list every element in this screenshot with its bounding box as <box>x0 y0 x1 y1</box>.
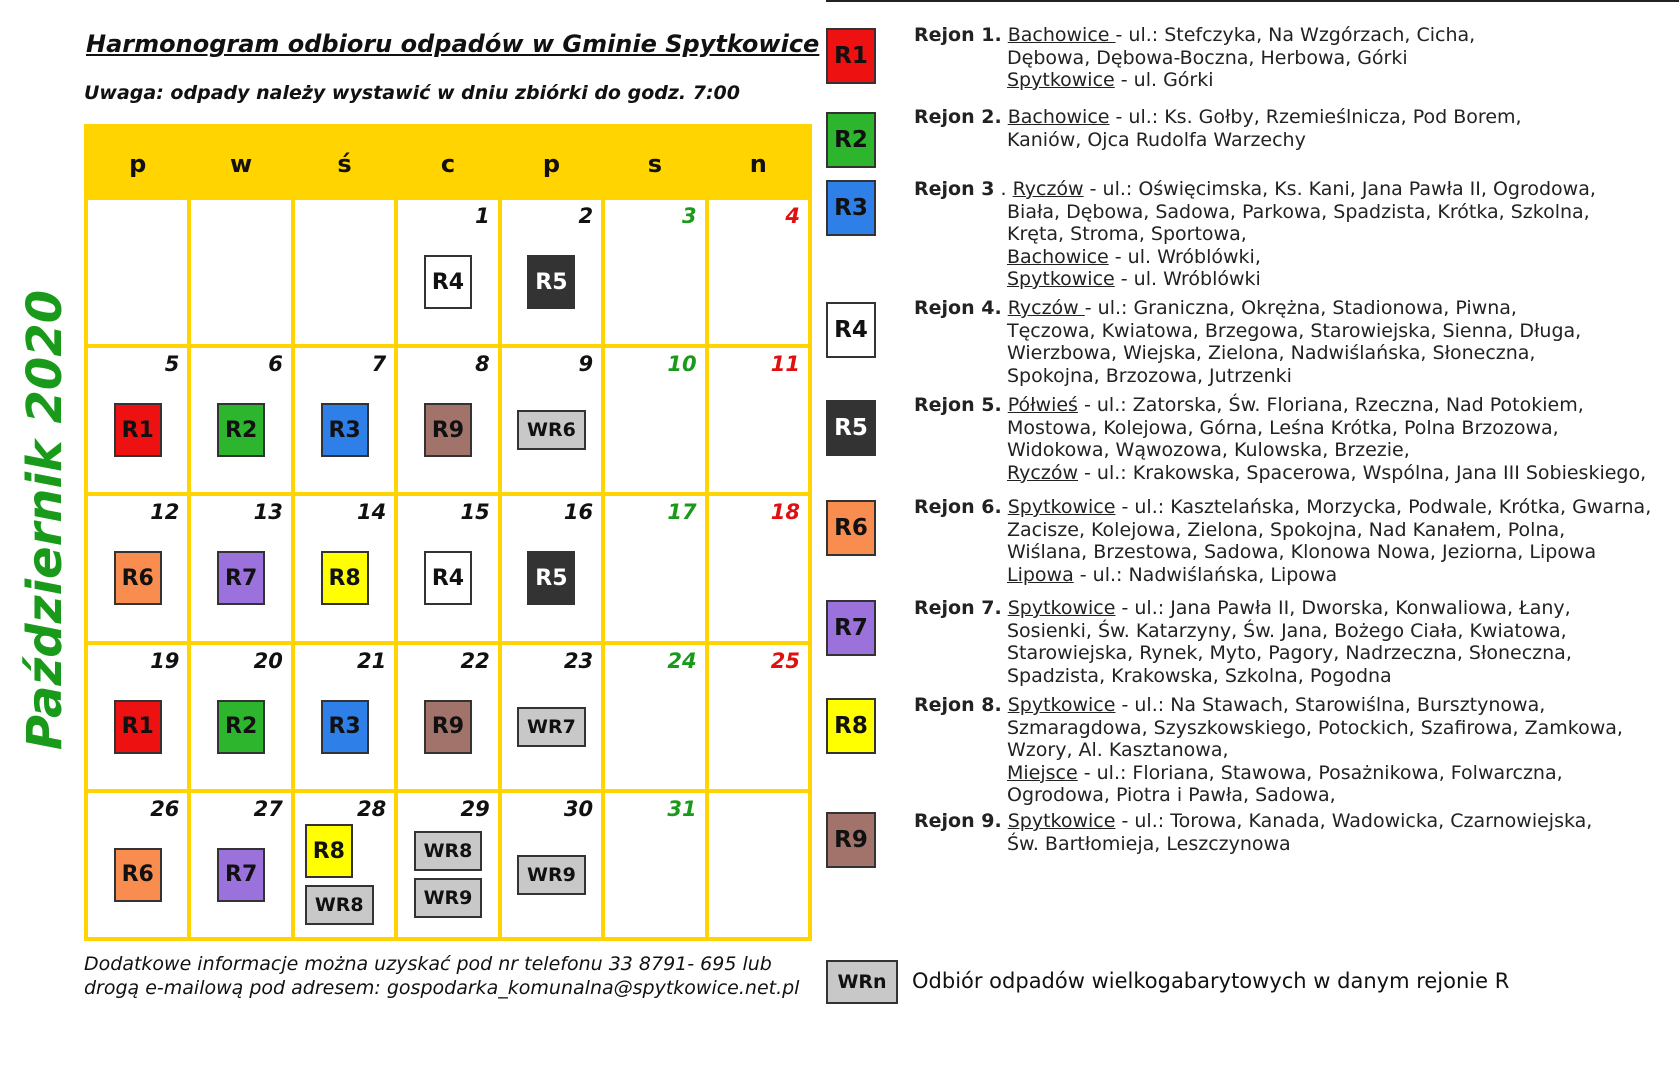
pickup-list <box>191 372 290 488</box>
day-number: 5 <box>164 352 180 377</box>
legend-line <box>914 24 1475 46</box>
day-number: 22 <box>460 648 490 673</box>
region-badge-r1: R1 <box>114 403 162 457</box>
region-label: Rejon 2. <box>914 106 1002 128</box>
street-list: Szmaragdowa, Szyszkowskiego, Potockich, Szafirowa, Zamkowa, <box>1007 716 1623 739</box>
legend-description <box>914 597 1679 687</box>
bulky-waste-badge: WR9 <box>414 878 483 918</box>
legend-badge-r2: R2 <box>826 112 876 168</box>
region-badge-r4: R4 <box>424 551 472 605</box>
pickup-list <box>295 817 394 933</box>
street-list: - ul.: Torowa, Kanada, Wadowicka, Czarnowiejska, <box>1115 810 1593 832</box>
calendar-day-cell <box>295 496 394 640</box>
street-list: - ul.: Floriana, Stawowa, Posażnikowa, Folwarczna, <box>1077 761 1563 784</box>
legend-description <box>914 24 1679 92</box>
day-number: 27 <box>253 796 283 821</box>
place-name: Spytkowice <box>1007 597 1116 619</box>
pickup-list <box>88 817 187 933</box>
pickup-list <box>295 520 394 636</box>
street-list: Zacisze, Kolejowa, Zielona, Spokojna, Nad Kanałem, Polna, <box>1007 518 1566 541</box>
street-list: - ul.: Kasztelańska, Morzycka, Podwale, Krótka, Gwarna, <box>1115 496 1652 518</box>
calendar-day-cell <box>605 348 704 492</box>
legend-line <box>914 462 1679 485</box>
calendar-day-cell <box>605 793 704 937</box>
contact-line-2: drogą e-mailową pod adresem: gospodarka_komunalna@spytkowice.net.pl <box>84 977 800 999</box>
street-list: - ul.: Zatorska, Św. Floriana, Rzeczna, Nad Potokiem, <box>1077 394 1584 416</box>
street-list: Spadzista, Krakowska, Szkolna, Pogodna <box>1007 664 1392 687</box>
legend-badge-r1: R1 <box>826 28 876 84</box>
legend-badge-r5: R5 <box>826 400 876 456</box>
day-number: 30 <box>563 796 594 821</box>
street-list: - ul. Górki <box>1114 69 1214 91</box>
pickup-notice: Uwaga: odpady należy wystawić w dniu zbiórki do godz. 7:00 <box>84 82 740 104</box>
day-number: 8 <box>475 352 490 377</box>
region-badge-r5: R5 <box>527 255 575 309</box>
legend-description <box>914 106 1679 151</box>
calendar-day-cell <box>191 645 290 789</box>
legend-line <box>914 620 1679 643</box>
day-number: 31 <box>667 796 697 821</box>
street-list: - ul.: Ks. Gołby, Rzemieślnicza, Pod Borem, <box>1109 106 1522 128</box>
place-name: Ryczów <box>1012 178 1084 200</box>
street-list: Mostowa, Kolejowa, Górna, Leśna Krótka, Polna Brzozowa, <box>1007 416 1559 439</box>
street-list: Św. Bartłomieja, Leszczynowa <box>1007 832 1291 855</box>
bulky-waste-badge: WR6 <box>517 410 586 450</box>
region-legend <box>826 0 1679 1067</box>
region-badge-r7: R7 <box>217 848 265 902</box>
region-label: Rejon 1. <box>914 24 1002 46</box>
contact-info <box>84 952 814 1000</box>
place-name: Spytkowice <box>1007 69 1115 91</box>
region-label: Rejon 7. <box>914 597 1002 619</box>
legend-line <box>914 784 1679 807</box>
calendar-day-cell <box>709 348 808 492</box>
legend-line <box>914 417 1679 440</box>
calendar-day-cell <box>191 496 290 640</box>
day-number: 3 <box>681 204 697 228</box>
street-list: Sosienki, Św. Katarzyny, Św. Jana, Bożego Ciała, Kwiatowa, <box>1007 619 1567 642</box>
day-number: 6 <box>268 352 283 377</box>
day-number: 12 <box>150 500 180 525</box>
place-name: Bachowice <box>1007 106 1110 128</box>
bulky-waste-badge: WR8 <box>305 885 374 925</box>
street-list: - ul.: Jana Pawła II, Dworska, Konwaliowa, Łany, <box>1115 597 1571 619</box>
day-number: 20 <box>253 648 283 673</box>
street-list: Biała, Dębowa, Sadowa, Parkowa, Spadzista, Krótka, Szkolna, <box>1007 200 1590 223</box>
legend-line <box>914 496 1651 518</box>
legend-line <box>914 762 1679 785</box>
region-badge-r9: R9 <box>424 403 472 457</box>
calendar-day-cell <box>709 645 808 789</box>
legend-description <box>914 297 1679 387</box>
place-name: Spytkowice <box>1007 694 1116 716</box>
region-badge-r6: R6 <box>114 551 162 605</box>
calendar-day-cell <box>88 645 187 789</box>
weekday-header: c <box>398 128 497 196</box>
legend-line <box>914 810 1592 832</box>
calendar-day-cell <box>398 348 497 492</box>
place-name: Spytkowice <box>1007 496 1116 518</box>
legend-bulky-description: Odbiór odpadów wielkogabarytowych w danym rejonie R <box>912 969 1510 993</box>
legend-line <box>914 297 1517 319</box>
street-list: - ul.: Oświęcimska, Ks. Kani, Jana Pawła II, Ogrodowa, <box>1083 178 1596 200</box>
legend-line <box>914 129 1679 152</box>
pickup-list <box>398 520 497 636</box>
pickup-list <box>502 520 601 636</box>
street-list: Ogrodowa, Piotra i Pawła, Sadowa, <box>1007 784 1336 806</box>
weekday-header: ś <box>295 128 394 196</box>
region-label: Rejon 9. <box>914 810 1002 832</box>
bulky-waste-badge: WR8 <box>414 831 483 871</box>
day-number: 10 <box>667 352 697 377</box>
pickup-list <box>398 372 497 488</box>
calendar-day-cell <box>295 793 394 937</box>
day-number: 19 <box>150 648 180 673</box>
region-label: Rejon 4. <box>914 297 1002 319</box>
legend-line <box>914 833 1679 856</box>
day-number: 26 <box>150 796 180 821</box>
pickup-list <box>191 817 290 933</box>
region-badge-r8: R8 <box>321 551 369 605</box>
legend-description <box>914 810 1679 855</box>
calendar-day-cell <box>605 645 704 789</box>
street-list: Kaniów, Ojca Rudolfa Warzechy <box>1007 128 1306 151</box>
calendar-day-cell <box>88 496 187 640</box>
place-name: Spytkowice <box>1007 810 1116 832</box>
calendar-day-cell <box>191 200 290 344</box>
pickup-list <box>88 372 187 488</box>
calendar-day-cell <box>88 200 187 344</box>
legend-description <box>914 178 1679 291</box>
calendar-day-cell <box>398 200 497 344</box>
legend-line <box>914 597 1571 619</box>
street-list: - ul. Wróblówki <box>1114 268 1261 290</box>
calendar-day-cell <box>709 793 808 937</box>
calendar-day-cell <box>398 496 497 640</box>
legend-line <box>914 268 1679 291</box>
region-label: Rejon 5. <box>914 394 1002 416</box>
document-title: Harmonogram odbioru odpadów w Gminie Spytkowice <box>86 30 820 58</box>
pickup-list <box>88 520 187 636</box>
calendar-day-cell <box>502 496 601 640</box>
legend-line <box>914 642 1679 665</box>
bulky-waste-badge: WR7 <box>517 707 586 747</box>
legend-line <box>914 320 1679 343</box>
legend-bulky-badge: WRn <box>826 960 898 1004</box>
day-number: 7 <box>371 352 387 377</box>
legend-line <box>914 665 1679 688</box>
pickup-list <box>191 520 290 636</box>
region-badge-r8: R8 <box>305 824 353 878</box>
calendar-day-cell <box>295 645 394 789</box>
weekday-header: n <box>709 128 808 196</box>
legend-line <box>914 223 1679 246</box>
pickup-list <box>88 669 187 785</box>
day-number: 29 <box>460 796 490 821</box>
region-badge-r3: R3 <box>321 700 369 754</box>
street-list: Widokowa, Wąwozowa, Kulowska, Brzezie, <box>1007 439 1410 461</box>
day-number: 24 <box>667 648 697 673</box>
calendar-day-cell <box>295 200 394 344</box>
day-number: 16 <box>563 500 594 525</box>
legend-line <box>914 69 1679 92</box>
legend-line <box>914 739 1679 762</box>
month-title <box>18 280 73 760</box>
day-number: 23 <box>563 648 594 673</box>
day-number: 2 <box>578 204 594 228</box>
street-list: Starowiejska, Rynek, Myto, Pagory, Nadrzeczna, Słoneczna, <box>1007 642 1572 664</box>
calendar-day-cell <box>398 793 497 937</box>
legend-line <box>914 439 1679 462</box>
calendar-day-cell <box>502 348 601 492</box>
place-name: Bachowice <box>1007 245 1109 268</box>
region-badge-r6: R6 <box>114 848 162 902</box>
day-number: 15 <box>460 500 490 525</box>
region-badge-r5: R5 <box>527 551 575 605</box>
place-name: Miejsce <box>1007 761 1078 784</box>
region-badge-r4: R4 <box>424 255 472 309</box>
day-number: 13 <box>253 500 283 525</box>
region-badge-r7: R7 <box>217 551 265 605</box>
weekday-header: w <box>191 128 290 196</box>
street-list: . <box>1000 178 1013 200</box>
weekday-header: s <box>605 128 704 196</box>
calendar-day-cell <box>605 496 704 640</box>
pickup-list <box>191 669 290 785</box>
pickup-list <box>502 817 601 933</box>
legend-description <box>914 694 1679 807</box>
street-list: Dębowa, Dębowa-Boczna, Herbowa, Górki <box>1007 46 1408 69</box>
calendar-day-cell <box>502 200 601 344</box>
street-list: - ul.: Krakowska, Spacerowa, Wspólna, Jana III Sobieskiego, <box>1078 461 1647 484</box>
street-list: - ul. Wróblówki, <box>1108 245 1261 268</box>
pickup-list <box>398 817 497 933</box>
pickup-list <box>502 224 601 340</box>
calendar-day-cell <box>88 348 187 492</box>
region-label: Rejon 6. <box>914 496 1002 518</box>
calendar-day-cell <box>88 793 187 937</box>
day-number: 21 <box>357 648 387 673</box>
place-name: Ryczów <box>1007 297 1085 319</box>
calendar-day-cell <box>191 793 290 937</box>
legend-line <box>914 717 1679 740</box>
legend-badge-r4: R4 <box>826 302 876 358</box>
region-label: Rejon 3 <box>914 178 995 200</box>
legend-line <box>914 342 1679 365</box>
day-number: 9 <box>578 352 594 377</box>
legend-line <box>914 394 1584 416</box>
bulky-waste-badge: WR9 <box>517 855 586 895</box>
calendar-day-cell <box>502 645 601 789</box>
region-badge-r9: R9 <box>424 700 472 754</box>
street-list: - ul.: Na Stawach, Starowiślna, Bursztynowa, <box>1115 694 1546 716</box>
street-list: Wzory, Al. Kasztanowa, <box>1007 739 1229 761</box>
pickup-list <box>295 669 394 785</box>
day-number: 28 <box>357 796 387 821</box>
day-number: 11 <box>770 352 800 377</box>
calendar-day-cell <box>295 348 394 492</box>
weekday-header: p <box>88 128 187 196</box>
pickup-list <box>295 372 394 488</box>
street-list: Spokojna, Brzozowa, Jutrzenki <box>1007 364 1292 387</box>
legend-line <box>914 178 1596 200</box>
day-number: 18 <box>770 500 800 525</box>
region-badge-r3: R3 <box>321 403 369 457</box>
calendar-day-cell <box>709 496 808 640</box>
calendar-day-cell <box>605 200 704 344</box>
street-list: - ul.: Nadwiślańska, Lipowa <box>1073 563 1338 586</box>
legend-line <box>914 47 1679 70</box>
legend-line <box>914 519 1679 542</box>
place-name: Bachowice <box>1007 24 1116 46</box>
calendar-grid <box>84 124 812 941</box>
calendar-day-cell <box>398 645 497 789</box>
day-number: 25 <box>770 648 800 673</box>
place-name: Ryczów <box>1007 461 1078 484</box>
calendar-day-cell <box>709 200 808 344</box>
legend-badge-r6: R6 <box>826 500 876 556</box>
legend-badge-r7: R7 <box>826 600 876 656</box>
legend-badge-r8: R8 <box>826 698 876 754</box>
pickup-list <box>502 372 601 488</box>
legend-line <box>914 201 1679 224</box>
contact-line-1: Dodatkowe informacje można uzyskać pod nr telefonu 33 8791- 695 lub <box>84 953 772 975</box>
place-name: Półwieś <box>1007 394 1078 416</box>
calendar-day-cell <box>191 348 290 492</box>
street-list: Tęczowa, Kwiatowa, Brzegowa, Starowiejska, Sienna, Długa, <box>1007 319 1582 342</box>
month-title-text: Październik 2020 <box>17 289 74 751</box>
day-number: 1 <box>475 204 490 228</box>
pickup-list <box>502 669 601 785</box>
calendar-day-cell <box>502 793 601 937</box>
region-badge-r2: R2 <box>217 403 265 457</box>
pickup-list <box>398 669 497 785</box>
legend-description <box>914 394 1679 484</box>
street-list: - ul.: Graniczna, Okrężna, Stadionowa, Piwna, <box>1084 297 1517 319</box>
legend-line <box>914 694 1545 716</box>
day-number: 17 <box>667 500 697 525</box>
region-badge-r2: R2 <box>217 700 265 754</box>
legend-line <box>914 246 1679 269</box>
place-name: Spytkowice <box>1007 268 1115 290</box>
legend-line <box>914 541 1679 564</box>
place-name: Lipowa <box>1007 563 1074 586</box>
region-badge-r1: R1 <box>114 700 162 754</box>
day-number: 14 <box>357 500 387 525</box>
street-list: - ul.: Stefczyka, Na Wzgórzach, Cicha, <box>1115 24 1476 46</box>
weekday-header: p <box>502 128 601 196</box>
legend-line <box>914 564 1679 587</box>
street-list: Kręta, Stroma, Sportowa, <box>1007 223 1247 245</box>
street-list: Wiślana, Brzestowa, Sadowa, Klonowa Nowa, Jeziorna, Lipowa <box>1007 541 1597 563</box>
legend-line <box>914 365 1679 388</box>
day-number: 4 <box>785 204 800 228</box>
legend-line <box>914 106 1522 128</box>
legend-description <box>914 496 1679 586</box>
legend-badge-r9: R9 <box>826 812 876 868</box>
pickup-list <box>398 224 497 340</box>
street-list: Wierzbowa, Wiejska, Zielona, Nadwiślańska, Słoneczna, <box>1007 342 1536 364</box>
region-label: Rejon 8. <box>914 694 1002 716</box>
legend-badge-r3: R3 <box>826 180 876 236</box>
